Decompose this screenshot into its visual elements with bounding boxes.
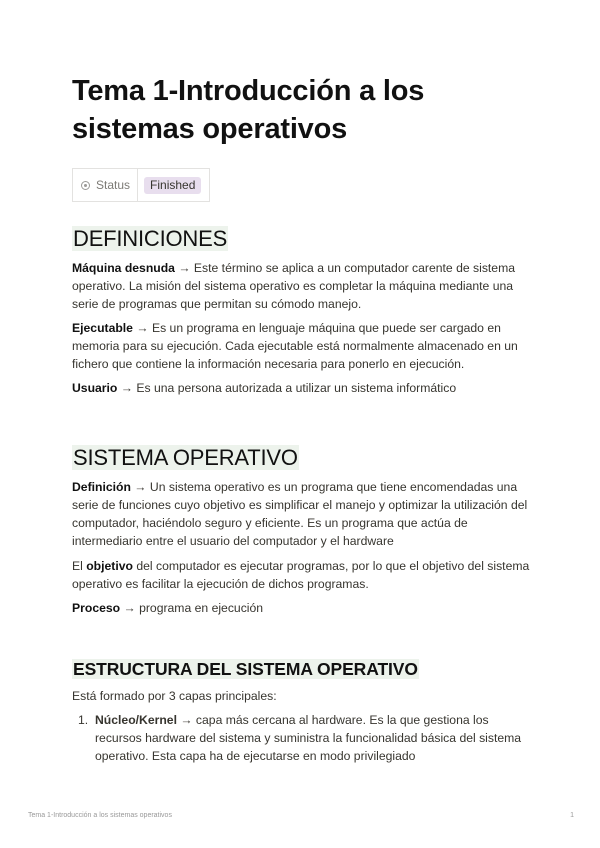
term: Usuario bbox=[72, 381, 118, 395]
list-item: 1. Núcleo/Kernel → capa más cercana al hardware. Es la que gestiona los recursos hardware del sistema y suministra la funcionalidad básica del sistema operativo. Esta capa ha de ejecutarse en modo privilegiado bbox=[78, 713, 522, 763]
paragraph-usuario: Usuario → Es una persona autorizada a utilizar un sistema informático bbox=[72, 381, 457, 395]
term: Máquina desnuda bbox=[72, 261, 175, 275]
ordered-list-capas bbox=[72, 711, 532, 765]
term: Núcleo/Kernel bbox=[95, 713, 177, 727]
paragraph-ejecutable: Ejecutable → Es un programa en lenguaje máquina que puede ser cargado en memoria para su ejecución. Cada ejecutable está normalmente almacenado en un fichero que contiene la información necesaria para ponerlo en ejecución. bbox=[72, 321, 518, 371]
list-number: 1. bbox=[78, 713, 89, 727]
property-name bbox=[73, 169, 138, 201]
footer-title: Tema 1-Introducción a los sistemas operativos bbox=[28, 812, 172, 819]
page-title: Tema 1-Introducción a los sistemas operativos bbox=[72, 75, 425, 145]
heading-sistema-operativo: SISTEMA OPERATIVO bbox=[73, 445, 298, 470]
term: Proceso bbox=[72, 601, 121, 615]
paragraph-definicion: Definición → Un sistema operativo es un programa que tiene encomendadas una serie de funciones cuyo objetivo es simplificar el manejo y optimizar la utilización del computador, haciéndolo seguro y eficiente. Es un programa que actúa de intermediario entre el usuario del computador y el hardware bbox=[72, 480, 528, 548]
paragraph-proceso: Proceso → programa en ejecución bbox=[72, 601, 264, 615]
paragraph-maquina-desnuda: Máquina desnuda → Este término se aplica a un computador carente de sistema operativo. La misión del sistema operativo es completar la máquina mediante una serie de programas que permitan su cómodo manejo. bbox=[72, 261, 516, 311]
status-badge[interactable]: Finished bbox=[144, 177, 201, 194]
paragraph-objetivo: El objetivo del computador es ejecutar programas, por lo que el objetivo del sistema operativo es facilitar la ejecución de dichos programas. bbox=[72, 559, 530, 591]
paragraph-estructura-intro: Está formado por 3 capas principales: bbox=[72, 689, 277, 703]
status-icon bbox=[81, 181, 90, 190]
term: Ejecutable bbox=[72, 321, 133, 335]
property-row-status bbox=[72, 168, 210, 202]
property-value[interactable] bbox=[138, 169, 209, 201]
term: objetivo bbox=[86, 559, 133, 573]
term: Definición bbox=[72, 480, 131, 494]
page-footer bbox=[28, 812, 574, 819]
status-label: Status bbox=[96, 178, 131, 192]
page-number: 1 bbox=[570, 812, 574, 819]
heading-definiciones: DEFINICIONES bbox=[73, 226, 228, 251]
heading-estructura: ESTRUCTURA DEL SISTEMA OPERATIVO bbox=[73, 659, 418, 679]
